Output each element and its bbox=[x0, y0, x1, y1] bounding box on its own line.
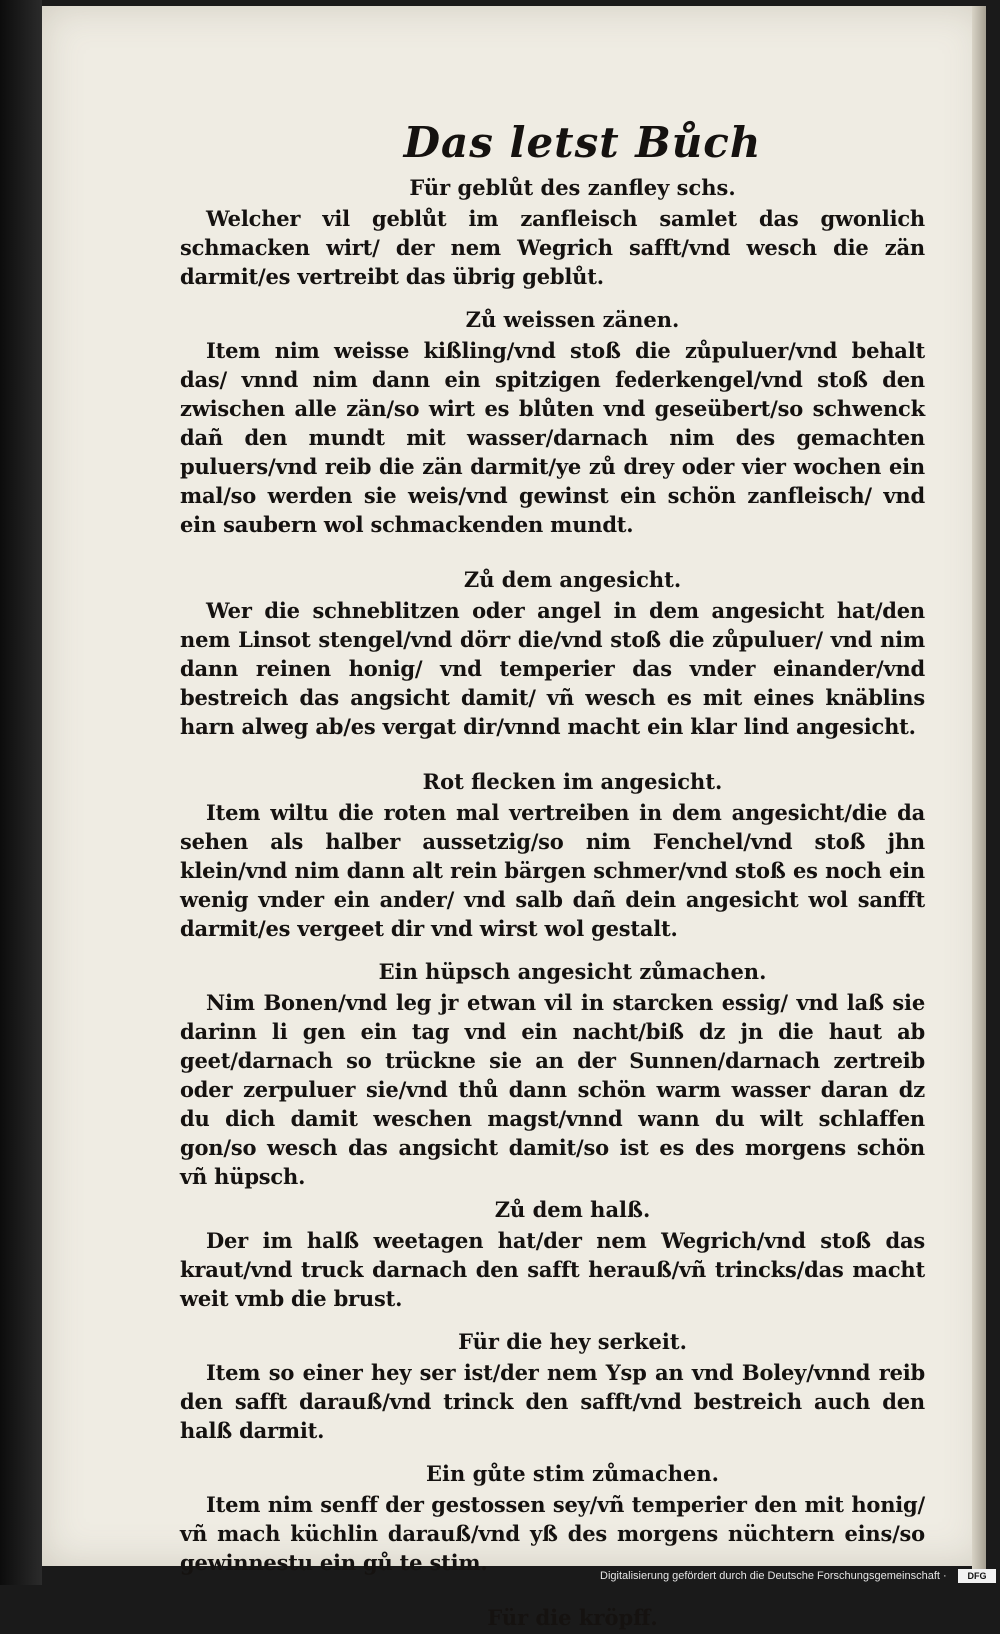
section-6 bbox=[180, 1197, 925, 1313]
digitization-credit: Digitalisierung gefördert durch die Deutsche Forschungsgemeinschaft · bbox=[600, 1570, 947, 1582]
section-text: Item so einer hey ser ist/der nem Ysp an vnd Boley/vnnd reib den safft darauß/vnd trinck den safft/vnd bestreich auch den halß darmit. bbox=[180, 1360, 925, 1443]
section-7 bbox=[180, 1329, 925, 1445]
page-right-edge bbox=[972, 6, 986, 1576]
section-text: Item nim senff der gestossen sey/vñ temperier den mit honig/ vñ mach küchlin darauß/vnd yß des morgens nüchtern eins/so gewinnestu ein gů te stim. bbox=[180, 1492, 925, 1575]
section-text: Wer die schneblitzen oder angel in dem angesicht hat/den nem Linsot stengel/vnd dörr die/vnd stoß die zůpuluer/ vnd nim dann reinen honig/ vnd temperier das vnder einander/vnd bestreich das angsicht damit/ vñ wesch es mit eines knäblins harn alweg ab/es vergat dir/vnnd macht ein klar lind angesicht. bbox=[180, 598, 925, 739]
section-heading: Für die hey serkeit. bbox=[458, 1329, 687, 1354]
section-heading: Zů dem angesicht. bbox=[463, 567, 682, 592]
section-heading: Für geblůt des zanfley schs. bbox=[409, 175, 736, 200]
section-heading: Zů dem halß. bbox=[494, 1197, 651, 1222]
section-3 bbox=[180, 567, 925, 741]
section-heading: Ein hüpsch angesicht zůmachen. bbox=[378, 959, 767, 984]
section-heading: Für die kröpff. bbox=[487, 1605, 658, 1630]
section-4 bbox=[180, 769, 925, 943]
section-2 bbox=[180, 307, 925, 539]
page-text-block bbox=[180, 118, 925, 1634]
section-text: Nim Bonen/vnd leg jr etwan vil in starcken essig/ vnd laß sie darinn li gen ein tag vnd ein nacht/biß dz jn die haut ab geet/darnach so trückne sie an der Sunnen/darnach zertreib oder zerpuluer sie/vnd thů dann schön warm wasser daran dz du dich damit weschen magst/vnnd wann du wilt schlaffen gon/so wesch das angsicht damit/so ist es des morgens schön vñ hüpsch. bbox=[180, 990, 925, 1189]
section-text: Item wiltu die roten mal vertreiben in dem angesicht/die da sehen als halber aussetzig/so nim Fenchel/vnd stoß jhn klein/vnd nim dann alt rein bärgen schmer/vnd stoß es noch ein wenig vnder ein ander/ vnd salb dañ dein angesicht wol sanfft darmit/es vergeet dir vnd wirst wol gestalt. bbox=[180, 800, 925, 941]
running-head: Das letst Bůch bbox=[403, 118, 762, 167]
section-8 bbox=[180, 1461, 925, 1577]
section-1 bbox=[180, 175, 925, 291]
section-9 bbox=[180, 1605, 925, 1630]
section-heading: Zů weissen zänen. bbox=[465, 307, 680, 332]
section-text: Der im halß weetagen hat/der nem Wegrich/vnd stoß das kraut/vnd truck darnach den safft herauß/vñ trincks/das macht weit vmb die brust. bbox=[180, 1228, 925, 1311]
scan-left-edge bbox=[0, 0, 42, 1585]
section-text: Item nim weisse kißling/vnd stoß die zůpuluer/vnd behalt das/ vnnd nim dann ein spitzigen federkengel/vnd stoß den zwischen alle zän/so wirt es blůten vnd geseübert/so schwenck dañ den mundt mit wasser/darnach nim des gemachten puluers/vnd reib die zän darmit/ye zů drey oder vier wochen ein mal/so werden sie weis/vnd gewinst ein schön zanfleisch/ vnd ein saubern wol schmackenden mundt. bbox=[180, 338, 925, 537]
section-heading: Rot flecken im angesicht. bbox=[422, 769, 723, 794]
section-5 bbox=[180, 959, 925, 1191]
section-text: Welcher vil geblůt im zanfleisch samlet das gwonlich schmacken wirt/ der nem Wegrich safft/vnd wesch die zän darmit/es vertreibt das übrig geblůt. bbox=[180, 206, 925, 289]
dfg-logo: DFG bbox=[958, 1569, 996, 1583]
section-heading: Ein gůte stim zůmachen. bbox=[426, 1461, 719, 1486]
